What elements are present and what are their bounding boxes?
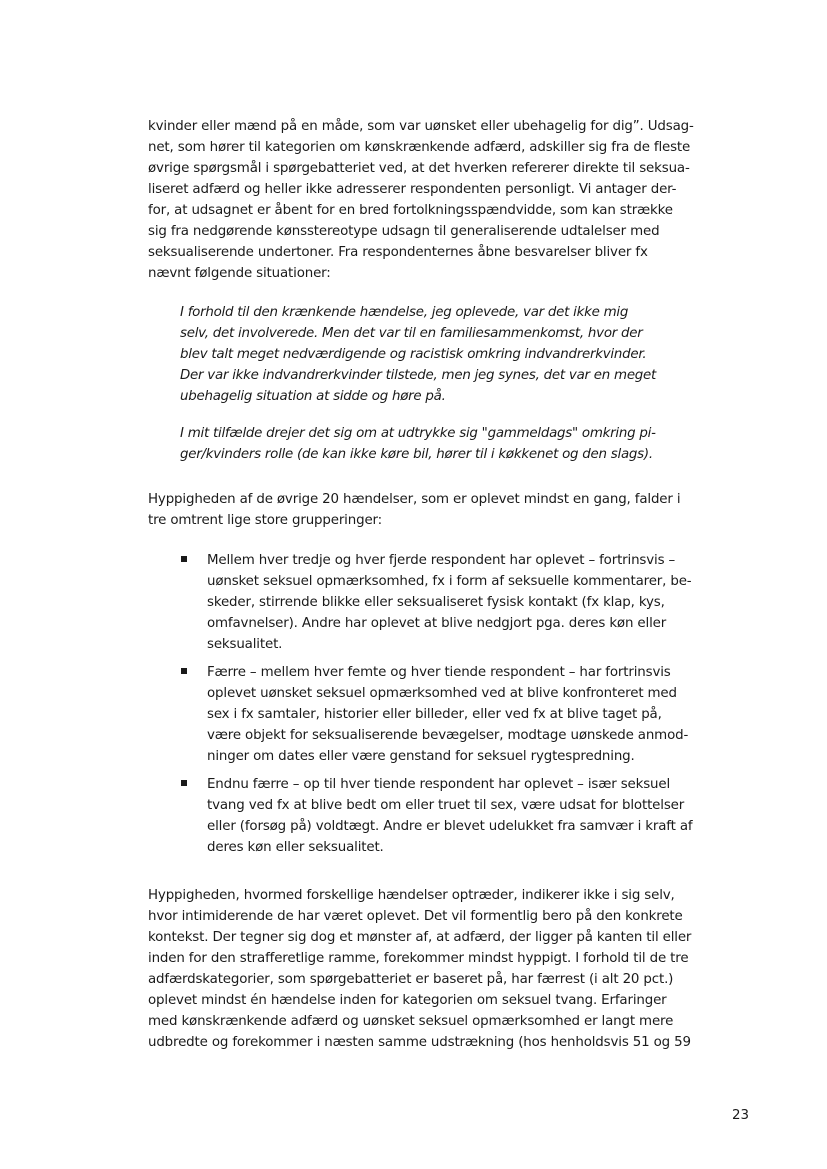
bullet-square-icon [181,556,187,562]
text-line: seksualiserende undertoner. Fra respondenternes åbne besvarelser bliver fx [148,245,648,260]
text-line: Hyppigheden, hvormed forskellige hændelser optræder, indikerer ikke i sig selv, [148,888,675,903]
text-line: tvang ved fx at blive bedt om eller truet til sex, være udsat for blottelser [207,798,685,813]
text-line: for, at udsagnet er åbent for en bred fortolkningsspændvidde, som kan strække [148,203,673,218]
text-line: oplevet mindst én hændelse inden for kategorien om seksuel tvang. Erfaringer [148,993,667,1008]
quote-line: ger/kvinders rolle (de kan ikke køre bil, hører til i køkkenet og den slags). [180,447,653,462]
text-line: hvor intimiderende de har været oplevet. Det vil formentlig bero på den konkrete [148,909,683,924]
text-line: eller (forsøg på) voldtægt. Andre er blevet udelukket fra samvær i kraft af [207,819,693,834]
text-line: kontekst. Der tegner sig dog et mønster af, at adfærd, der ligger på kanten til eller [148,930,692,945]
text-line: omfavnelser). Andre har oplevet at blive nedgjort pga. deres køn eller [207,616,667,631]
text-line: sig fra nedgørende kønsstereotype udsagn til generaliserende udtalelser med [148,224,660,239]
text-line: udbredte og forekommer i næsten samme udstrækning (hos henholdsvis 51 og 59 [148,1035,691,1050]
text-line: oplevet uønsket seksuel opmærksomhed ved at blive konfronteret med [207,686,677,701]
page-number: 23 [732,1108,750,1123]
text-line: deres køn eller seksualitet. [207,840,384,855]
text-line: sex i fx samtaler, historier eller billeder, eller ved fx at blive taget på, [207,707,662,722]
bullet-square-icon [181,780,187,786]
text-line: adfærdskategorier, som spørgebatteriet er baseret på, har færrest (i alt 20 pct.) [148,972,674,987]
text-line: kvinder eller mænd på en måde, som var uønsket eller ubehagelig for dig”. Udsag- [148,119,694,134]
text-line: uønsket seksuel opmærksomhed, fx i form af seksuelle kommentarer, be- [207,574,692,589]
quote-line: ubehagelig situation at sidde og høre på. [180,389,446,404]
quote-line: Der var ikke indvandrerkvinder tilstede, men jeg synes, det var en meget [180,368,657,383]
quote-line: I mit tilfælde drejer det sig om at udtrykke sig "gammeldags" omkring pi- [180,426,656,441]
text-line: net, som hører til kategorien om kønskrænkende adfærd, adskiller sig fra de fleste [148,140,691,155]
text-line: ninger om dates eller være genstand for seksuel rygtespredning. [207,749,635,764]
text-line: Mellem hver tredje og hver fjerde respondent har oplevet – fortrinsvis – [207,553,676,568]
text-line: med kønskrænkende adfærd og uønsket seksuel opmærksomhed er langt mere [148,1014,674,1029]
text-line: være objekt for seksualiserende bevægelser, modtage uønskede anmod- [207,728,689,743]
text-line: inden for den strafferetlige ramme, forekommer mindst hyppigt. I forhold til de tre [148,951,689,966]
text-line: øvrige spørgsmål i spørgebatteriet ved, at det hverken refererer direkte til seksua- [148,161,690,176]
text-line: Færre – mellem hver femte og hver tiende respondent – har fortrinsvis [207,665,671,680]
text-line: liseret adfærd og heller ikke adresserer respondenten personligt. Vi antager der- [148,182,677,197]
text-line: Hyppigheden af de øvrige 20 hændelser, som er oplevet mindst en gang, falder i [148,492,681,507]
bullet-square-icon [181,668,187,674]
text-line: skeder, stirrende blikke eller seksualiseret fysisk kontakt (fx klap, kys, [207,595,665,610]
text-line: seksualitet. [207,637,283,652]
text-line: Endnu færre – op til hver tiende respondent har oplevet – især seksuel [207,777,671,792]
text-line: tre omtrent lige store grupperinger: [148,513,383,528]
quote-line: selv, det involverede. Men det var til en familiesammenkomst, hvor der [180,326,643,341]
text-line: nævnt følgende situationer: [148,266,331,281]
quote-line: blev talt meget nedværdigende og racistisk omkring indvandrerkvinder. [180,347,647,362]
quote-line: I forhold til den krænkende hændelse, jeg oplevede, var det ikke mig [180,305,629,320]
